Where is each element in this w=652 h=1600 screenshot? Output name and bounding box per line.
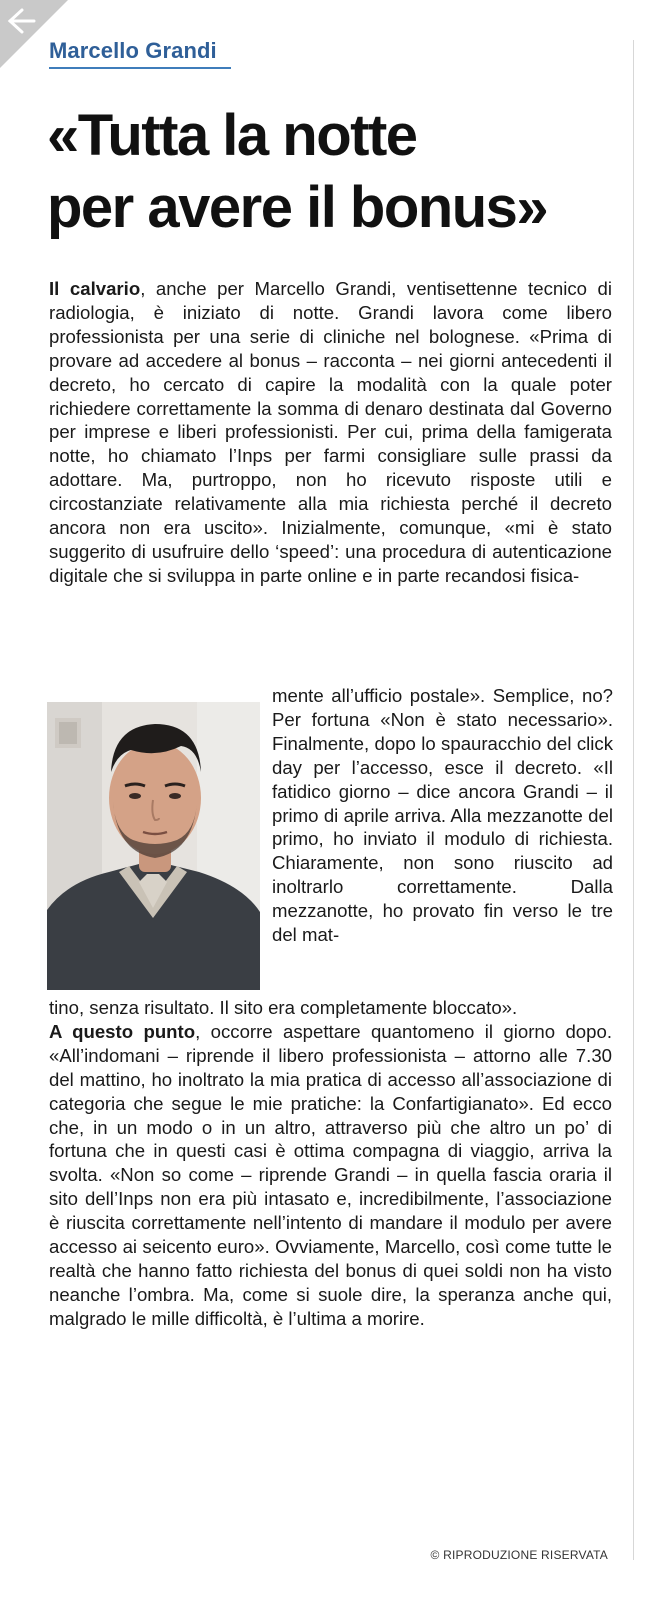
- paragraph-1-text: , anche per Marcello Grandi, ventisettenne tecnico di radiologia, è iniziato di notte. Grandi lavora come libero professionista per una serie di cliniche nel bolognese. «Prima di provare ad accedere al bonus – racconta – nei giorni antecedenti il decreto, ho cercato di capire la modalità con la quale poter richiedere correttamente la somma di denaro destinata dal Governo per imprese e liberi professionisti. Per cui, prima della famigerata notte, ho chiamato l’Inps per farmi consigliare sulle prassi da adottare. Ma, purtroppo, non ho ricevuto risposte utili e circostanziate relativamente alla mia richiesta perché il decreto ancora non era uscito». Inizialmente, comunque, «mi è stato suggerito di usufruire dello ‘speed’: una procedura di autenticazione digitale che si sviluppa in parte online e in parte recandosi fisica-: [49, 278, 613, 586]
- byline-underline: [49, 67, 231, 69]
- paragraph-1-end: tino, senza risultato. Il sito era completamente bloccato».: [49, 997, 518, 1018]
- paragraph-1: [49, 277, 612, 588]
- paragraph-2-lead: A questo punto: [49, 1020, 196, 1042]
- paragraph-2-text: , occorre aspettare quantomeno il giorno dopo. «All’indomani – riprende il libero professionista – attorno alle 7.30 del mattino, ho inoltrato la mia pratica di accesso all’associazione di categoria che segue le mie pratiche: la Confartigianato». Ed ecco che, in un modo o in un altro, attraverso più che altro un po’ di fortuna che in questi casi è ottima compagna di viaggio, arriva la svolta. «Non so come – riprende Grandi – in quella fascia oraria il sito dell’Inps non era più intasato e, incredibilmente, l’associazione è riuscita correttamente nell’intento di mandare il modulo per avere accesso ai seicento euro». Ovviamente, Marcello, così come tutte le realtà che hanno fatto richiesta del bonus di quei soldi non ha visto neanche l’ombra. Ma, come si suole dire, la speranza anche qui, malgrado le mille difficoltà, è l’ultima a morire.: [49, 1020, 612, 1329]
- paragraph-2: [49, 1020, 612, 1331]
- paragraph-1-lead: Il calvario: [49, 278, 141, 299]
- copyright-notice: © RIPRODUZIONE RISERVATA: [430, 1548, 608, 1562]
- portrait-photo: [47, 702, 260, 990]
- headline-line-1: «Tutta la notte: [47, 103, 417, 168]
- back-arrow-icon[interactable]: [4, 6, 38, 36]
- page-edge: [633, 40, 634, 1560]
- paragraph-1-wrapped: mente all’ufficio postale». Semplice, no? Per fortuna «Non è stato necessario». Finalmente, dopo lo spauracchio del click day per l’accesso, esce il decreto. «Il fatidico giorno – dice ancora Grandi – il primo di aprile arriva. Alla mezzanotte del primo, ho inviato il modulo di richiesta. Chiaramente, non sono riuscito ad inoltrarlo correttamente. Dalla mezzanotte, ho provato fin verso le tre del mat-: [272, 685, 613, 946]
- author-byline: Marcello Grandi: [49, 38, 217, 63]
- headline-line-2: per avere il bonus»: [47, 175, 548, 240]
- paragraph-continuation: [49, 996, 612, 1331]
- article-headline: [47, 100, 637, 244]
